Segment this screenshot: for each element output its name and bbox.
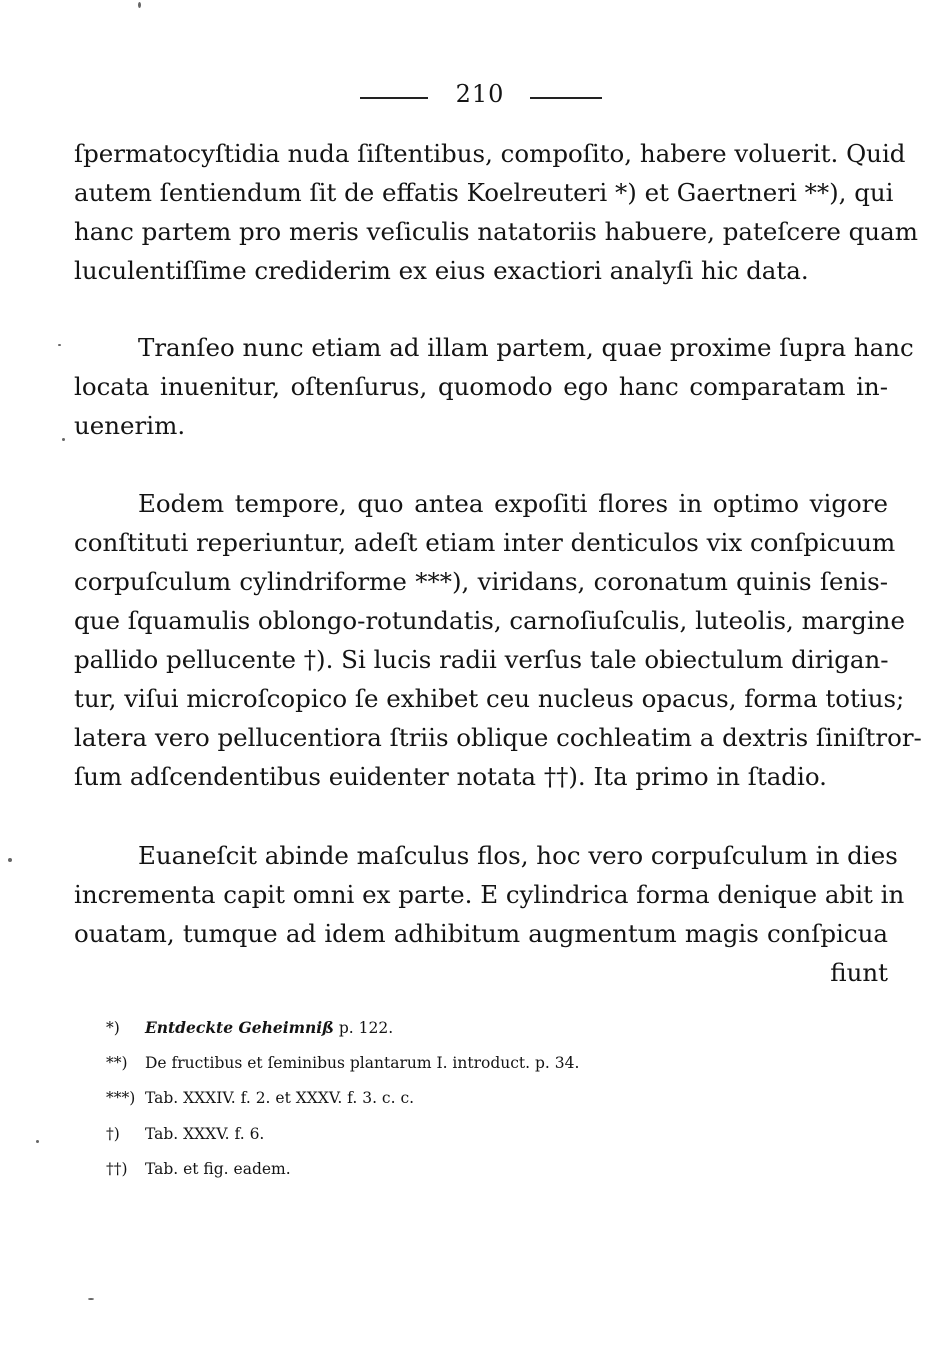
footnote-text: De fructibus et ſeminibus plantarum I. introduct. p. 34. (144, 1053, 580, 1072)
footnote-mark: *) (106, 1019, 120, 1037)
footnote-text: Tab. XXXV. f. 6. (144, 1124, 265, 1143)
text-line: Tranſeo nunc etiam ad illam partem, quae proxime ſupra hanc (138, 333, 914, 362)
footnote (106, 1117, 666, 1153)
footnote-mark: ***) (106, 1089, 136, 1107)
text-line: autem ſentiendum ſit de effatis Koelreuteri *) et Gaertneri **), qui (74, 178, 894, 207)
header-rule-right (530, 97, 602, 99)
scan-speck (88, 1298, 94, 1300)
text-line: locata inuenitur, oſtenſurus, quomodo ego hanc comparatam in- (74, 372, 888, 401)
paragraph-3 (74, 484, 922, 796)
text-line: latera vero pellucentiora ſtriis oblique cochleatim a dextris ſiniſtror- (74, 723, 922, 752)
footnote-text: Tab. et fig. eadem. (144, 1160, 291, 1178)
scan-speck (58, 344, 61, 346)
text-line: Euaneſcit abinde maſculus flos, hoc vero corpuſculum in dies (138, 841, 898, 870)
footnote-mark: **) (106, 1053, 128, 1072)
footnote-mark: †) (106, 1124, 120, 1143)
scan-speck (36, 1140, 39, 1143)
text-line: que ſquamulis oblongo-rotundatis, carnoſiuſculis, luteolis, margine (74, 606, 905, 635)
text-line: hanc partem pro meris veſiculis natatoriis habuere, pateſcere quam (74, 217, 918, 246)
scan-speck (138, 2, 141, 8)
paragraph-1 (74, 134, 918, 290)
text-line: Eodem tempore, quo antea expoſiti flores in optimo vigore (138, 489, 888, 518)
footnote (106, 1152, 666, 1188)
text-line: ſpermatocyſtidia nuda ſiſtentibus, compoſito, habere voluerit. Quid (74, 139, 906, 168)
footnote-mark: ††) (106, 1160, 128, 1178)
text-line: uenerim. (74, 411, 186, 440)
footnotes (106, 1010, 666, 1188)
paragraph-4 (74, 836, 905, 992)
footnote-text: Tab. XXXIV. f. 2. et XXXV. f. 3. c. c. (144, 1089, 415, 1107)
text-line: ſum adſcendentibus euidenter notata ††). Ita primo in ſtadio. (74, 762, 827, 791)
page-header (0, 78, 950, 114)
scan-speck (8, 858, 12, 862)
paragraph-2 (74, 328, 914, 445)
text-line: ouatam, tumque ad idem adhibitum augmentum magis conſpicua (74, 919, 888, 948)
header-rule-left (360, 97, 428, 99)
text-line: tur, viſui microſcopico ſe exhibet ceu nucleus opacus, forma totius; (74, 684, 905, 713)
page-number: 210 (455, 80, 505, 108)
catchword: fiunt (830, 958, 888, 987)
text-line: pallido pellucente †). Si lucis radii verſus tale obiectulum dirigan- (74, 645, 889, 674)
footnote-text: p. 122. (338, 1019, 394, 1037)
scan-speck (62, 438, 65, 441)
footnote (106, 1081, 666, 1117)
footnote-title: Entdeckte Geheimniß (144, 1018, 334, 1037)
footnote (106, 1010, 666, 1046)
footnote (106, 1046, 666, 1082)
text-line: corpuſculum cylindriforme ***), viridans, coronatum quinis ſenis- (74, 567, 888, 596)
text-line: conſtituti reperiuntur, adeſt etiam inter denticulos vix conſpicuum (74, 528, 896, 557)
text-line: incrementa capit omni ex parte. E cylindrica forma denique abit in (74, 880, 905, 909)
text-line: luculentiſſime crediderim ex eius exactiori analyſi hic data. (74, 256, 809, 285)
